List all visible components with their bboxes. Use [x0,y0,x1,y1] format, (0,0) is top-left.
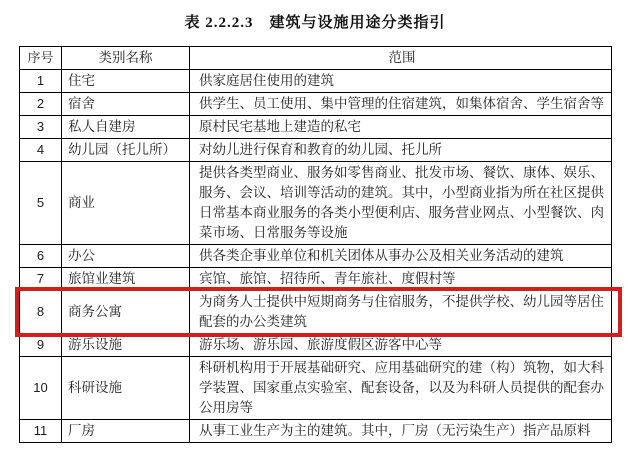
header-scope: 范围 [190,47,612,70]
table-row-2 [20,93,612,116]
row-scope-cell: 供家庭居住使用的建筑 [190,70,612,93]
table-row-8-highlighted [20,291,612,334]
row-scope-cell: 宾馆、旅馆、招待所、青年旅社、度假村等 [190,268,612,291]
table-row-5 [20,162,612,245]
row-category-cell: 游乐设施 [62,334,190,357]
row-category-cell: 私人自建房 [62,116,190,139]
row-scope-cell: 供学生、员工使用、集中管理的住宿建筑，如集体宿舍、学生宿舍等 [190,93,612,116]
row-category-cell: 幼儿园（托儿所） [62,139,190,162]
row-num-cell: 8 [20,291,62,334]
row-category-cell: 住宅 [62,70,190,93]
table-row-7 [20,268,612,291]
row-scope-cell: 对幼儿进行保育和教育的幼儿园、托儿所 [190,139,612,162]
row-category-cell: 旅馆业建筑 [62,268,190,291]
row-scope-cell: 科研机构用于开展基础研究、应用基础研究的建（构）筑物，如大科学装置、国家重点实验室、配套设备，以及为科研人员提供的配套办公用房等 [190,357,612,420]
header-num: 序号 [20,47,62,70]
row-num-cell: 2 [20,93,62,116]
row-scope-cell: 游乐场、游乐园、旅游度假区游客中心等 [190,334,612,357]
table-row-11 [20,420,612,443]
row-num-cell: 6 [20,245,62,268]
row-scope-cell: 原村民宅基地上建造的私宅 [190,116,612,139]
table-row-9 [20,334,612,357]
table-row-1 [20,70,612,93]
row-num-cell: 3 [20,116,62,139]
row-category-cell: 商务公寓 [62,291,190,334]
row-scope-cell: 为商务人士提供中短期商务与住宿服务，不提供学校、幼儿园等居住配套的办公类建筑 [190,291,612,334]
table-row-3 [20,116,612,139]
row-scope-cell: 提供各类型商业、服务如零售商业、批发市场、餐饮、康体、娱乐、服务、会议、培训等活动的建筑。其中，小型商业指为所在社区提供日常基本商业服务的各类小型便利店、服务营业网点、小型餐饮、肉菜市场、日常服务等设施 [190,162,612,245]
row-scope-cell: 供各类企事业单位和机关团体从事办公及相关业务活动的建筑 [190,245,612,268]
table-header-row [20,47,612,70]
row-num-cell: 11 [20,420,62,443]
row-category-cell: 厂房 [62,420,190,443]
row-num-cell: 10 [20,357,62,420]
classification-table [19,46,612,443]
table-row-4 [20,139,612,162]
row-num-cell: 5 [20,162,62,245]
row-num-cell: 1 [20,70,62,93]
table-row-6 [20,245,612,268]
row-num-cell: 9 [20,334,62,357]
row-category-cell: 商业 [62,162,190,245]
header-category: 类别名称 [62,47,190,70]
page-title: 表 2.2.2.3 建筑与设施用途分类指引 [184,15,446,31]
row-category-cell: 科研设施 [62,357,190,420]
row-category-cell: 办公 [62,245,190,268]
table-row-10 [20,357,612,420]
row-num-cell: 7 [20,268,62,291]
row-num-cell: 4 [20,139,62,162]
row-scope-cell: 从事工业生产为主的建筑。其中，厂房（无污染生产）指产品原料 [190,420,612,443]
row-category-cell: 宿舍 [62,93,190,116]
